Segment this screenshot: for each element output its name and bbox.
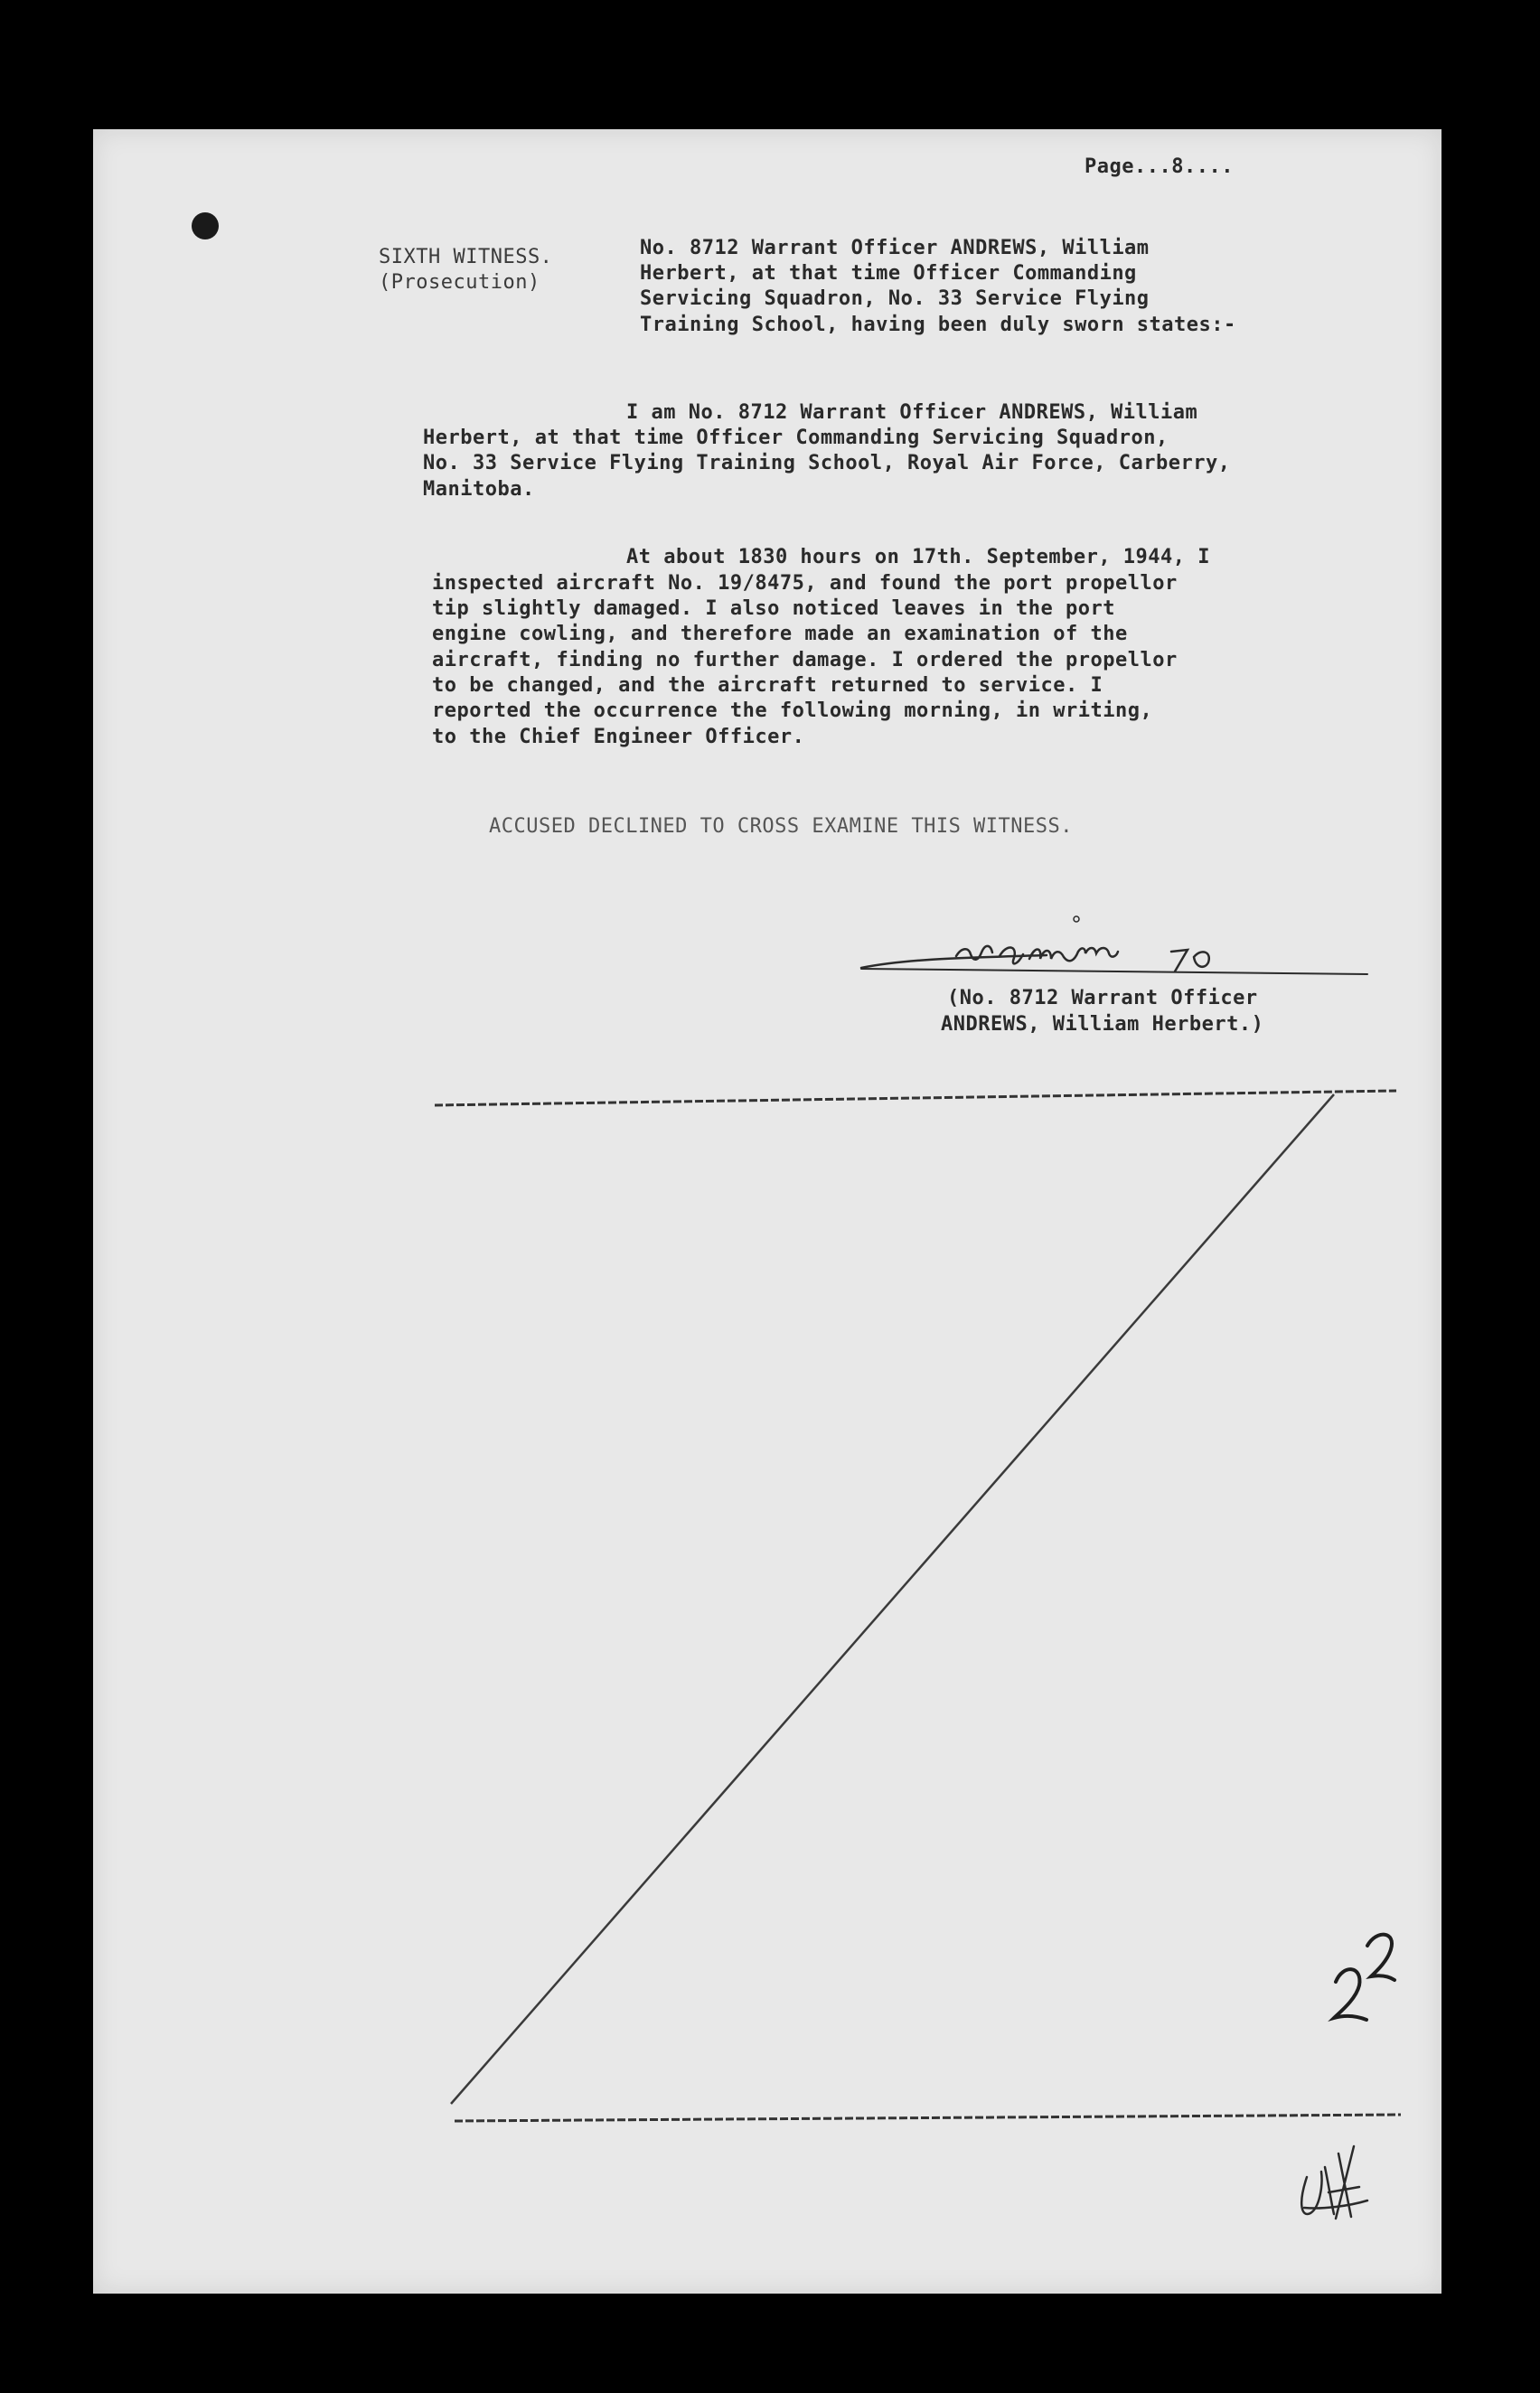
- page-number: Page...8....: [1085, 155, 1234, 178]
- paragraph-line: engine cowling, and therefore made an examination of the: [432, 623, 1128, 645]
- paragraph-line: to be changed, and the aircraft returned to service. I: [432, 674, 1103, 697]
- paragraph-line: I am No. 8712 Warrant Officer ANDREWS, William: [626, 401, 1198, 424]
- caption-line: (No. 8712 Warrant Officer: [947, 987, 1258, 1009]
- paragraph-line: Manitoba.: [423, 478, 535, 501]
- paragraph-line: Herbert, at that time Officer Commanding Servicing Squadron,: [423, 427, 1169, 449]
- paragraph-line: inspected aircraft No. 19/8475, and found the port propellor: [432, 572, 1178, 595]
- paragraph-line: tip slightly damaged. I also noticed leaves in the port: [432, 597, 1115, 620]
- paragraph-line: At about 1830 hours on 17th. September, 1944, I: [626, 546, 1211, 568]
- intro-line: Herbert, at that time Officer Commanding: [640, 262, 1137, 285]
- initials: [93, 129, 1441, 2294]
- paragraph-line: aircraft, finding no further damage. I ordered the propellor: [432, 649, 1178, 671]
- witness-role: (Prosecution): [379, 271, 540, 294]
- paragraph-line: No. 33 Service Flying Training School, Royal Air Force, Carberry,: [423, 452, 1231, 474]
- intro-line: No. 8712 Warrant Officer ANDREWS, William: [640, 237, 1150, 259]
- cross-exam-note: ACCUSED DECLINED TO CROSS EXAMINE THIS WITNESS.: [489, 815, 1074, 838]
- intro-line: Training School, having been duly sworn states:-: [640, 314, 1236, 336]
- intro-line: Servicing Squadron, No. 33 Service Flying: [640, 287, 1150, 310]
- paragraph-line: reported the occurrence the following morning, in writing,: [432, 699, 1153, 722]
- witness-title: SIXTH WITNESS.: [379, 246, 553, 268]
- paragraph-line: to the Chief Engineer Officer.: [432, 726, 805, 748]
- caption-line: ANDREWS, William Herbert.): [941, 1013, 1264, 1036]
- document-page: [93, 129, 1441, 2294]
